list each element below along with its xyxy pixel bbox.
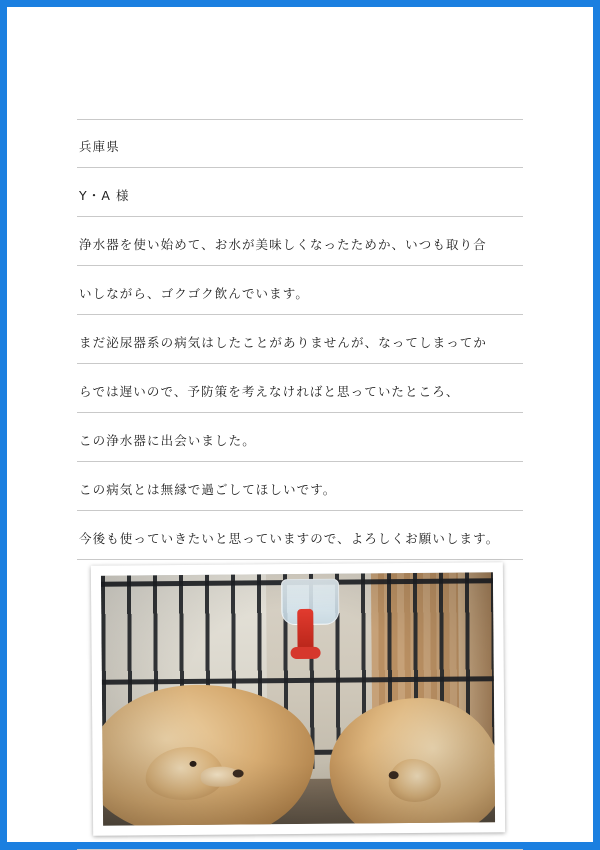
text-line-content: 今後も使っていきたいと思っていますので、よろしくお願いします。 (79, 531, 500, 546)
text-line-content: この病気とは無縁で過ごしてほしいです。 (79, 482, 337, 497)
text-line-content: らでは遅いので、予防策を考えなければと思っていたところ、 (79, 384, 460, 399)
text-line-content: Y・A 様 (79, 188, 130, 203)
text-line-content: 兵庫県 (79, 139, 120, 154)
text-line (77, 364, 523, 413)
text-line-content: この浄水器に出会いました。 (79, 433, 256, 448)
photo-line (77, 560, 523, 850)
text-line (77, 217, 523, 266)
photo-vignette (101, 572, 495, 825)
dogs-photo (101, 572, 495, 825)
text-line (77, 511, 523, 560)
text-line (77, 168, 523, 217)
photo-frame (91, 562, 505, 836)
text-line-content: 浄水器を使い始めて、お水が美味しくなったためか、いつも取り合 (79, 237, 487, 252)
text-line (77, 266, 523, 315)
letter-body (77, 119, 523, 850)
text-line-content: まだ泌尿器系の病気はしたことがありませんが、なってしまってか (79, 335, 488, 350)
text-line (77, 315, 523, 364)
document-page (7, 7, 593, 842)
text-line (77, 413, 523, 462)
text-line (77, 462, 523, 511)
text-line (77, 119, 523, 168)
text-line-content: いしながら、ゴクゴク飲んでいます。 (79, 286, 309, 301)
